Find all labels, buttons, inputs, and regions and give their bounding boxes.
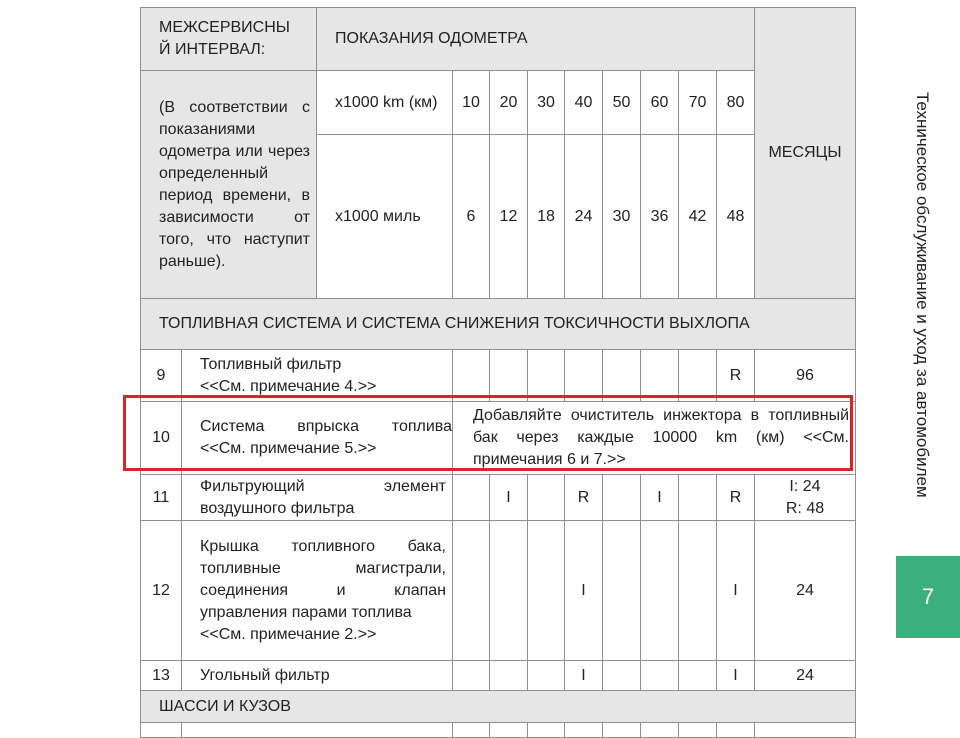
mark-cell bbox=[528, 475, 565, 521]
mark-cell bbox=[453, 350, 490, 402]
sidebar-chapter-title: Техническое обслуживание и уход за автомобилем bbox=[913, 92, 932, 498]
mark-cell: R bbox=[717, 475, 755, 521]
months-inspect: I: 24 bbox=[789, 477, 821, 495]
mark-cell: I bbox=[565, 661, 603, 691]
table-row bbox=[141, 402, 856, 475]
row-item bbox=[182, 521, 453, 661]
mark-cell: I bbox=[717, 661, 755, 691]
km-value: 70 bbox=[679, 71, 717, 135]
months-cell: 24 bbox=[755, 661, 856, 691]
mark-cell bbox=[603, 661, 641, 691]
mile-value: 42 bbox=[679, 135, 717, 299]
km-value: 10 bbox=[453, 71, 490, 135]
item-note: <<См. примечание 5.>> bbox=[200, 440, 377, 457]
empty-cell bbox=[679, 723, 717, 738]
km-value: 20 bbox=[490, 71, 528, 135]
empty-cell bbox=[141, 723, 182, 738]
empty-cell bbox=[528, 723, 565, 738]
item-note: <<См. примечание 4.>> bbox=[200, 377, 377, 395]
empty-cell bbox=[490, 723, 528, 738]
empty-cell bbox=[565, 723, 603, 738]
mark-cell: I bbox=[565, 521, 603, 661]
mark-cell bbox=[603, 350, 641, 402]
months-cell: 24 bbox=[755, 521, 856, 661]
km-value: 60 bbox=[641, 71, 679, 135]
mark-cell bbox=[528, 521, 565, 661]
mark-cell bbox=[641, 521, 679, 661]
mark-cell bbox=[528, 661, 565, 691]
months-cell: 96 bbox=[755, 350, 856, 402]
mark-cell bbox=[565, 350, 603, 402]
mile-value: 36 bbox=[641, 135, 679, 299]
mark-cell bbox=[453, 521, 490, 661]
mile-value: 6 bbox=[453, 135, 490, 299]
mile-value: 24 bbox=[565, 135, 603, 299]
empty-cell bbox=[603, 723, 641, 738]
mark-cell bbox=[679, 350, 717, 402]
mark-cell bbox=[603, 521, 641, 661]
row-item bbox=[182, 350, 453, 402]
table-row bbox=[141, 661, 856, 691]
chapter-number-tab: 7 bbox=[896, 556, 960, 638]
row-number: 12 bbox=[141, 521, 182, 661]
odometer-header: ПОКАЗАНИЯ ОДОМЕТРА bbox=[317, 8, 755, 71]
row-number: 10 bbox=[141, 402, 182, 475]
km-value: 80 bbox=[717, 71, 755, 135]
mark-cell bbox=[603, 475, 641, 521]
empty-cell bbox=[453, 723, 490, 738]
item-name: Крышка топливного бака, топливные магистрали, соединения и клапан управления парами топлива bbox=[200, 537, 446, 621]
empty-cell bbox=[755, 723, 856, 738]
mark-cell: I bbox=[717, 521, 755, 661]
mark-cell bbox=[453, 475, 490, 521]
row-number: 13 bbox=[141, 661, 182, 691]
row-item: Угольный фильтр bbox=[182, 661, 453, 691]
mile-value: 12 bbox=[490, 135, 528, 299]
mark-cell: I bbox=[641, 475, 679, 521]
km-value: 40 bbox=[565, 71, 603, 135]
miles-label: x1000 миль bbox=[317, 135, 453, 299]
item-name: Топливный фильтр bbox=[200, 355, 342, 373]
section-row bbox=[141, 691, 856, 723]
mark-cell bbox=[679, 475, 717, 521]
item-note: <<См. примечание 2.>> bbox=[200, 625, 377, 643]
interval-header: МЕЖСЕРВИСНЫЙ ИНТЕРВАЛ: bbox=[141, 8, 317, 71]
mark-cell bbox=[490, 521, 528, 661]
mark-cell: R bbox=[565, 475, 603, 521]
mile-value: 30 bbox=[603, 135, 641, 299]
mark-cell bbox=[679, 661, 717, 691]
section-chassis-heading: ШАССИ И КУЗОВ bbox=[141, 691, 856, 723]
km-value: 50 bbox=[603, 71, 641, 135]
table-row bbox=[141, 521, 856, 661]
months-cell bbox=[755, 475, 856, 521]
empty-cell bbox=[717, 723, 755, 738]
header-row bbox=[141, 8, 856, 71]
maintenance-schedule-table bbox=[140, 7, 856, 738]
mark-cell bbox=[453, 661, 490, 691]
mile-value: 18 bbox=[528, 135, 565, 299]
mark-cell bbox=[490, 661, 528, 691]
empty-cell bbox=[641, 723, 679, 738]
mark-cell bbox=[641, 350, 679, 402]
interval-note: (В соответствии с показаниями одометра или через определенный период времени, в зависимости от того, что наступит раньше). bbox=[141, 71, 317, 299]
section-fuel-heading: ТОПЛИВНАЯ СИСТЕМА И СИСТЕМА СНИЖЕНИЯ ТОКСИЧНОСТИ ВЫХЛОПА bbox=[141, 299, 856, 350]
mark-cell bbox=[528, 350, 565, 402]
row-number: 11 bbox=[141, 475, 182, 521]
fuel-injector-instruction: Добавляйте очиститель инжектора в топливный бак через каждые 10000 km (км) <<См. примечания 6 и 7.>> bbox=[453, 402, 856, 475]
table-row bbox=[141, 350, 856, 402]
row-number: 9 bbox=[141, 350, 182, 402]
mark-cell: R bbox=[717, 350, 755, 402]
table-row bbox=[141, 475, 856, 521]
months-header: МЕСЯЦЫ bbox=[755, 8, 856, 299]
mile-value: 48 bbox=[717, 135, 755, 299]
mark-cell bbox=[679, 521, 717, 661]
row-item bbox=[182, 402, 453, 475]
item-name: Система впрыска топлива bbox=[200, 418, 452, 435]
mark-cell bbox=[641, 661, 679, 691]
mark-cell bbox=[490, 350, 528, 402]
cut-off-row bbox=[141, 723, 856, 738]
km-value: 30 bbox=[528, 71, 565, 135]
section-row bbox=[141, 299, 856, 350]
row-item: Фильтрующий элемент воздушного фильтра bbox=[182, 475, 453, 521]
km-label: x1000 km (км) bbox=[317, 71, 453, 135]
km-row bbox=[141, 71, 856, 135]
months-replace: R: 48 bbox=[785, 499, 825, 517]
mark-cell: I bbox=[490, 475, 528, 521]
empty-cell bbox=[182, 723, 453, 738]
